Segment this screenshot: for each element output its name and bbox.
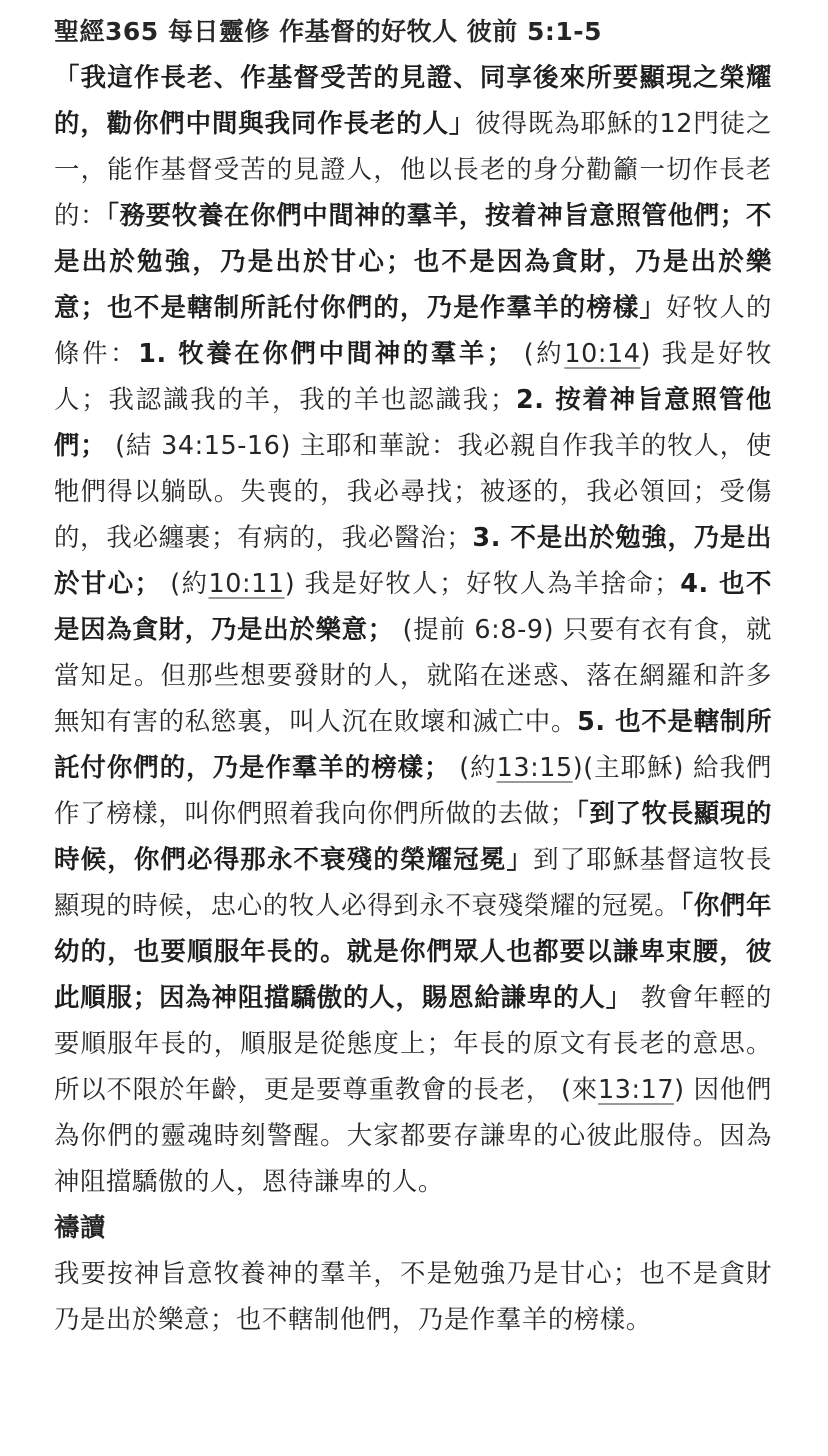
commentary-text: 主耶和華說：我必親自作我羊的牧人，使牠們得以躺臥。失喪的，我必尋找；被逐的，我必領回；受傷的，我必纏裹；有病的，我必醫治； [54, 430, 772, 552]
commentary-text: 我是好牧人；好牧人為羊捨命； [295, 568, 681, 598]
commentary-text: 彼得既為耶穌的12門徒之一，能作基督受苦的見證人，他以長老的身分勸籲一切作長老的： [54, 108, 772, 230]
shepherd-point: 1. 牧養在你們中間神的羣羊； [138, 338, 513, 368]
shepherd-point: 4. 也不是因為貪財，乃是出於樂意； [54, 568, 773, 644]
verse-link[interactable]: 13:15 [496, 752, 573, 782]
verse-link[interactable]: 10:14 [564, 338, 641, 368]
scripture-quote: 「到了牧長顯現的時候，你們必得那永不衰殘的榮耀冠冕」 [54, 798, 772, 874]
commentary-text: (主耶穌) 給我們作了榜樣，叫你們照着我向你們所做的去做； [54, 752, 772, 828]
shepherd-point: 3. 不是出於勉強，乃是出於甘心； [54, 522, 772, 598]
verse-reference: (約13:15) [450, 752, 584, 782]
shepherd-point: 2. 按着神旨意照管他們； [54, 384, 772, 460]
commentary-text: 只要有衣有食，就當知足。但那些想要發財的人，就陷在迷惑、落在網羅和許多無知有害的私慾裏，叫人沉在敗壞和滅亡中。 [54, 614, 772, 736]
verse-link[interactable]: 10:11 [208, 568, 285, 598]
scripture-quote: 「務要牧養在你們中間神的羣羊，按着神旨意照管他們；不是出於勉強，乃是出於甘心；也不是因為貪財，乃是出於樂意；也不是轄制所託付你們的，乃是作羣羊的榜樣」 [54, 200, 772, 322]
commentary-text: 因他們為你們的靈魂時刻警醒。大家都要存謙卑的心彼此服侍。因為神阻擋驕傲的人，恩待謙卑的人。 [54, 1074, 772, 1196]
scripture-quote: 「我這作長老、作基督受苦的見證、同享後來所要顯現之榮耀的，勸你們中間與我同作長老的人」 [54, 62, 772, 138]
verse-reference: (來13:17) [552, 1074, 685, 1104]
shepherd-point: 5. 也不是轄制所託付你們的，乃是作羣羊的榜樣； [54, 706, 772, 782]
commentary-text: 到了耶穌基督這牧長顯現的時候，忠心的牧人必得到永不衰殘榮耀的冠冕。 [54, 844, 772, 920]
verse-reference: (約10:14) [512, 338, 652, 368]
prayer-text: 我要按神旨意牧養神的羣羊，不是勉強乃是甘心；也不是貪財乃是出於樂意；也不轄制他們，乃是作羣羊的榜樣。 [54, 1258, 772, 1334]
devotional-title: 聖經365 每日靈修 作基督的好牧人 彼前 5:1-5 [54, 17, 603, 46]
verse-reference: (結 34:15-16) [106, 430, 292, 460]
devotional-body [54, 54, 772, 1204]
commentary-text: 我是好牧人；我認識我的羊，我的羊也認識我； [54, 338, 772, 414]
scripture-quote: 「你們年幼的，也要順服年長的。就是你們眾人也都要以謙卑束腰，彼此順服；因為神阻擋驕傲的人，賜恩給謙卑的人」 [54, 890, 772, 1012]
verse-reference: (提前 6:8-9) [393, 614, 555, 644]
prayer-heading: 禱讀 [54, 1212, 106, 1242]
verse-reference: (約10:11) [160, 568, 296, 598]
verse-link[interactable]: 13:17 [597, 1074, 675, 1104]
commentary-text: 好牧人的條件： [54, 292, 772, 368]
commentary-text: 教會年輕的要順服年長的，順服是從態度上；年長的原文有長老的意思。所以不限於年齡，更是要尊重教會的長老， [54, 982, 772, 1104]
